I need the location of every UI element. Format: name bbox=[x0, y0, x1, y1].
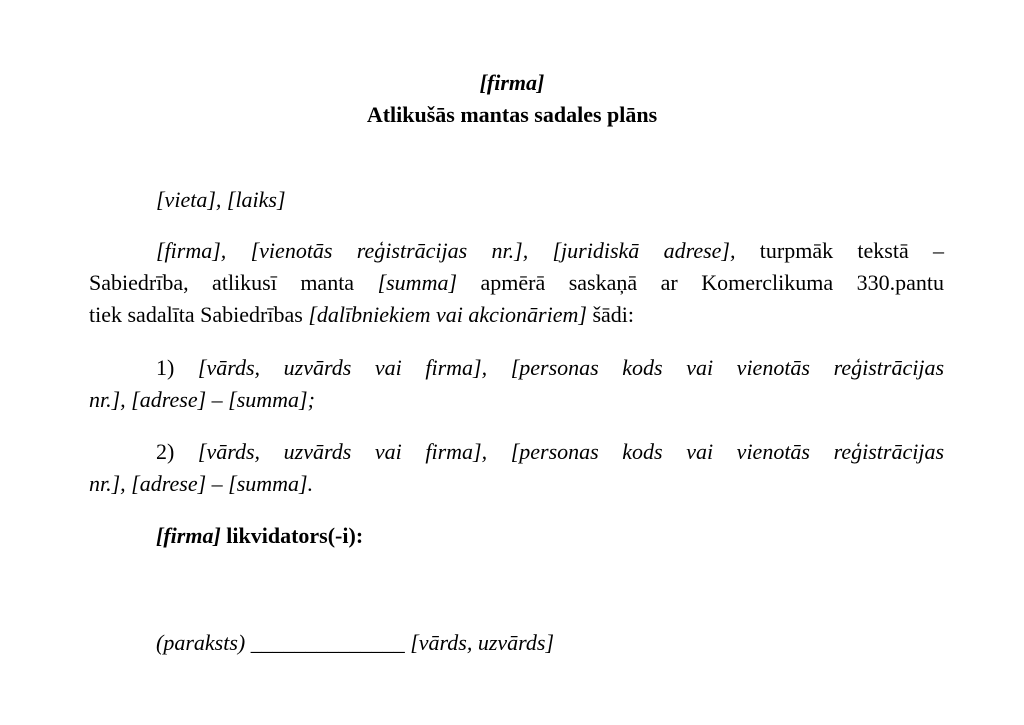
intro-line-1: [firma], [vienotās reģistrācijas nr.], [juridiskā adrese], turpmāk tekstā – bbox=[156, 238, 945, 263]
item-2-line-2: nr.], [adrese] – [summa]. bbox=[89, 471, 314, 496]
signature-line bbox=[156, 630, 554, 656]
intro-company: [firma] bbox=[156, 238, 221, 263]
signature-name: [vārds, uzvārds] bbox=[410, 630, 555, 655]
intro-reg-no: [vienotās reģistrācijas nr.] bbox=[250, 238, 523, 263]
item-number: 2) bbox=[156, 439, 175, 464]
intro-recipients: [dalībniekiem vai akcionāriem] bbox=[308, 302, 587, 327]
signature-blank: ______________ bbox=[250, 630, 405, 655]
page-title: Atlikušās mantas sadales plāns bbox=[366, 102, 658, 127]
intro-text-1: turpmāk tekstā – bbox=[735, 238, 945, 263]
item-1-line-1: 1) [vārds, uzvārds vai firma], [personas kods vai vienotās reģistrācijas bbox=[156, 355, 944, 380]
intro-line-2: Sabiedrība, atlikusī manta [summa] apmērā saskaņā ar Komerclikuma 330.pantu bbox=[89, 270, 945, 295]
item-2-line-1: 2) [vārds, uzvārds vai firma], [personas kods vai vienotās reģistrācijas bbox=[156, 439, 944, 464]
intro-line-3: tiek sadalīta Sabiedrības [dalībniekiem vai akcionāriem] šādi: bbox=[89, 302, 634, 327]
intro-address: [juridiskā adrese] bbox=[552, 238, 730, 263]
item-number: 1) bbox=[156, 355, 175, 380]
title-company: [firma] bbox=[479, 70, 545, 95]
place-time: [vieta], [laiks] bbox=[156, 187, 286, 212]
liquidator-heading: [firma] likvidators(-i): bbox=[156, 523, 364, 548]
signature-label: (paraksts) bbox=[156, 630, 246, 655]
intro-amount: [summa] bbox=[377, 270, 458, 295]
item-1-line-2: nr.], [adrese] – [summa]; bbox=[89, 387, 315, 412]
